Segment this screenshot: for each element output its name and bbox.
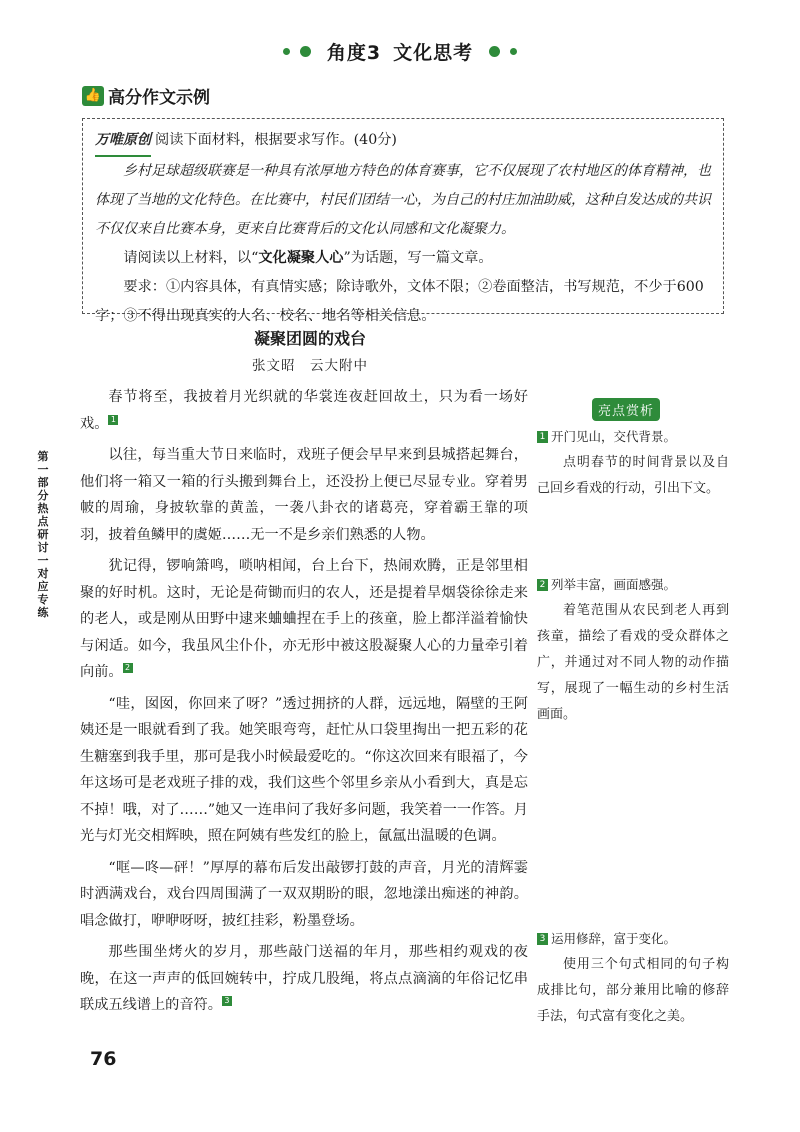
essay-body xyxy=(80,384,528,1024)
prompt-topic-keyword: 文化凝聚人心 xyxy=(258,250,344,266)
note-title: 开门见山，交代背景。 xyxy=(551,429,677,444)
note-title: 运用修辞，富于变化。 xyxy=(551,931,677,946)
page-header xyxy=(0,36,800,66)
header-dot-icon xyxy=(489,46,500,57)
essay-paragraph: “哇，囡囡，你回来了呀？”透过拥挤的人群，远远地，隔壁的王阿姨还是一眼就看到了我。她笑眼弯弯，赶忙从口袋里掏出一把五彩的花生糖塞到我手里，那可是我小时候最爱吃的。“你这次回来有眼福了，今年这场可是老戏班子排的戏，我们这些个邻里乡亲从小看到大，真是忘不掉！哦，对了……”她又一连串问了我好多问题，我笑着一一作答。月光与灯光交相辉映，照在阿姨有些发红的脸上，氤氲出温暖的色调。 xyxy=(80,695,528,844)
prompt-instruction-line xyxy=(95,126,711,157)
brand-label: 万唯原创 xyxy=(95,126,151,157)
essay-paragraph: 那些围坐烤火的岁月，那些敲门送福的年月，那些相约观戏的夜晚，在这一声声的低回婉转中，拧成几股绳，将点点滴滴的年俗记忆串联成五线谱上的音符。 3 xyxy=(80,944,528,1013)
essay-paragraph: 以往，每当重大节日来临时，戏班子便会早早来到县城搭起舞台，他们将一箱又一箱的行头搬到舞台上，还没扮上便已尽显专业。穿着男帔的周瑜，身披软靠的黄盖，一袭八卦衣的诸葛亮，穿着霸王靠的项羽，披着鱼鳞甲的虞姬……无一不是乡亲们熟悉的人物。 xyxy=(80,447,528,543)
note-number: 3 xyxy=(537,933,548,945)
note-body: 点明春节的时间背景以及自己回乡看戏的行动，引出下文。 xyxy=(537,455,729,496)
header-topic: 文化思考 xyxy=(393,41,474,64)
header-dot-icon xyxy=(300,46,311,57)
essay-title: 凝聚团圆的戏台 xyxy=(253,329,366,348)
header-title xyxy=(321,38,479,65)
side-section-label: 第一部分热点研讨一对应专练 xyxy=(37,450,49,619)
note-body: 着笔范围从农民到老人再到孩童，描绘了看戏的受众群体之广，并通过对不同人物的动作描写，展现了一幅生动的乡村生活画面。 xyxy=(537,603,729,722)
note-title: 列举丰富，画面感强。 xyxy=(551,577,677,592)
prompt-instruction: 阅读下面材料，根据要求写作。(40分) xyxy=(155,132,397,148)
prompt-topic: 请阅读以上材料，以“文化凝聚人心”为话题，写一篇文章。 xyxy=(123,250,493,266)
note-number: 1 xyxy=(537,431,548,443)
section-heading xyxy=(82,83,210,108)
writing-prompt-box xyxy=(82,118,724,324)
prompt-requirements: 要求：①内容具体，有真情实感；除诗歌外，文体不限；②卷面整洁，书写规范，不少于600字；③不得出现真实的人名、校名、地名等相关信息。 xyxy=(95,279,704,324)
prompt-material: 乡村足球超级联赛是一种具有浓厚地方特色的体育赛事，它不仅展现了农村地区的体育精神，也体现了当地的文化特色。在比赛中，村民们团结一心，为自己的村庄加油助威，这种自发达成的共识不仅仅来自比赛本身，更来自比赛背后的文化认同感和文化凝聚力。 xyxy=(95,163,711,237)
header-dot-icon xyxy=(510,48,517,55)
header-angle: 角度3 xyxy=(326,41,382,64)
header-dot-icon xyxy=(283,48,290,55)
annotation-note-2 xyxy=(537,572,729,728)
note-body: 使用三个句式相同的句子构成排比句，部分兼用比喻的修辞手法，句式富有变化之美。 xyxy=(537,957,729,1024)
note-number: 2 xyxy=(537,579,548,591)
highlight-badge: 亮点赏析 xyxy=(592,398,660,421)
essay-paragraph: 春节将至，我披着月光织就的华裳连夜赶回故土，只为看一场好戏。 1 xyxy=(80,389,528,432)
section-title: 高分作文示例 xyxy=(108,88,210,108)
annotation-marker: 3 xyxy=(222,996,232,1006)
annotation-note-1 xyxy=(537,424,729,502)
essay-author: 张文昭 云大附中 xyxy=(252,358,368,374)
essay-paragraph: “哐—咚—砰！”厚厚的幕布后发出敲锣打鼓的声音，月光的清辉霎时洒满戏台，戏台四周围满了一双双期盼的眼，忽地漾出痴迷的神韵。唱念做打，咿咿呀呀，披红挂彩，粉墨登场。 xyxy=(80,859,528,929)
thumbs-up-icon: 👍 xyxy=(82,86,104,106)
page-number: 76 xyxy=(90,1048,117,1070)
annotation-marker: 2 xyxy=(123,663,133,673)
annotation-note-3 xyxy=(537,926,729,1030)
annotation-marker: 1 xyxy=(108,415,118,425)
essay-paragraph: 犹记得，锣响箫鸣，唢呐相闻，台上台下，热闹欢腾，正是邻里相聚的好时机。这时，无论是荷锄而归的农人，还是提着旱烟袋徐徐走来的老人，或是刚从田野中逮来蛐蛐捏在手上的孩童，脸上都洋溢着愉快与闲适。如今，我虽风尘仆仆，亦无形中被这股凝聚人心的力量牵引着向前。 2 xyxy=(80,558,528,680)
